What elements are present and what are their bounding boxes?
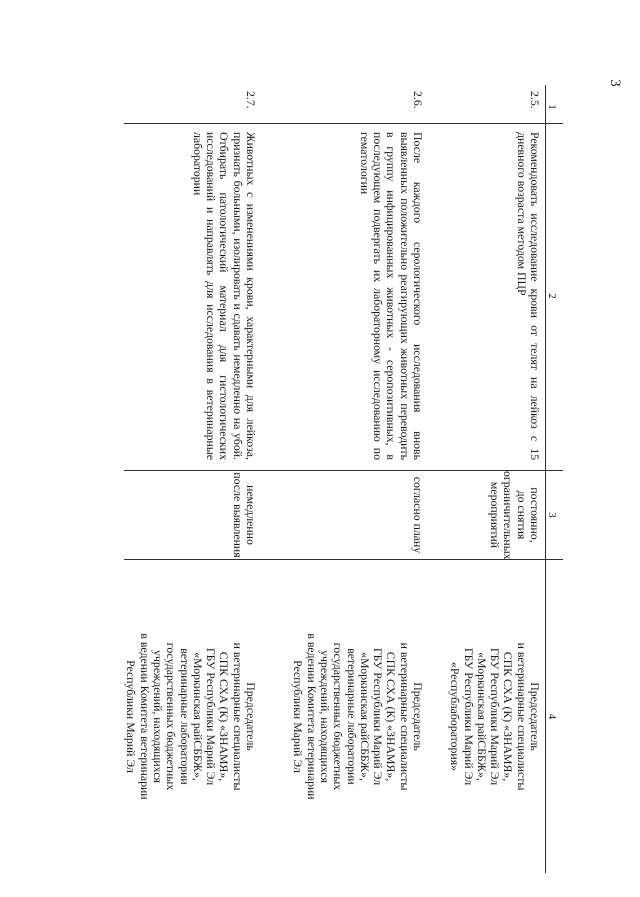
row-number: 2.5. <box>528 91 542 109</box>
executor-line: в ведении Комитета ветеринарии <box>137 633 152 800</box>
executor-line: «Моркинская райСББЖ», <box>190 652 205 781</box>
executor-line: и ветеринарные специалисты <box>230 642 245 791</box>
row-term <box>124 471 261 560</box>
executor-line: в ведении Комитета ветеринарии <box>304 633 319 800</box>
row-executors <box>261 560 428 874</box>
executor-line: «Моркинская райСББЖ», <box>474 652 489 781</box>
row-term <box>428 471 546 560</box>
term-line: ограничительных <box>501 471 516 560</box>
term-line: согласно плану <box>411 476 425 554</box>
term-line: мероприятий <box>488 481 503 549</box>
column-header-4: 4 <box>546 560 564 874</box>
row-term <box>261 471 428 560</box>
table-header-row <box>546 85 564 873</box>
executor-line: ветеринарные лаборатории <box>177 648 192 785</box>
executor-line: СПК СХА (К) «ЗНАМЯ», <box>217 651 232 782</box>
row-action <box>124 124 261 471</box>
executor-line: государственных бюджетных <box>331 642 346 791</box>
executor-line: учреждений, находящихся <box>150 650 165 783</box>
executor-line: государственных бюджетных <box>164 642 179 791</box>
executor-line: и ветеринарные специалисты <box>397 642 412 791</box>
term-line: после выявления <box>230 472 245 558</box>
row-number: 2.7. <box>244 91 258 109</box>
executor-line: и ветеринарные специалисты <box>514 642 529 791</box>
page-number: 3 <box>607 79 623 87</box>
term-line: постоянно, <box>528 487 542 543</box>
table-row <box>261 85 428 873</box>
column-header-1: 1 <box>546 85 564 124</box>
row-action <box>428 124 546 471</box>
term-line: до снятия <box>514 490 529 540</box>
action-text: Животных с изменениями крови, характерными для лейкоза, признать больными, изолировать и сдавать немедленно на убой. Отбирать патологический материал для гистологических исследований и направлять для исследования в ветеринарные лаборатории <box>190 132 258 460</box>
executor-line: ГБУ Республики Марий Эл <box>461 647 476 786</box>
executor-line: «Моркинская райСББЖ», <box>357 652 372 781</box>
executor-line: Республики Марий Эл <box>291 660 306 773</box>
executor-line: ГБУ Республики Марий Эл <box>488 647 503 786</box>
row-number: 2.6. <box>411 91 425 109</box>
table-row <box>428 85 546 873</box>
row-action <box>261 124 428 471</box>
row-executors <box>124 560 261 874</box>
executor-line: ветеринарные лаборатории <box>344 648 359 785</box>
row-executors <box>428 560 546 874</box>
executor-line: СПК СХА (К) «ЗНАМЯ», <box>384 651 399 782</box>
column-header-2: 2 <box>546 124 564 471</box>
executor-line: Республики Марий Эл <box>124 660 139 773</box>
executor-line: ГБУ Республики Марий Эл <box>371 647 386 786</box>
column-header-3: 3 <box>546 471 564 560</box>
action-text: После каждого серологического исследования вновь выявленных положительно реагирующих животных переводить в группу инфицированных животных - серопозитивных, в последующем подвергать их лабораторному исследованию по гематологии <box>357 132 425 460</box>
executor-line: учреждений, находящихся <box>317 650 332 783</box>
executor-line: ГБУ Республики Марий Эл <box>204 647 219 786</box>
executor-line: «Республаборатория» <box>448 661 463 772</box>
action-text: Рекомендовать исследование крови от телят на лейкоз с 15 дневного возраста методом ПЦР <box>514 132 542 460</box>
measures-table <box>124 85 563 873</box>
executor-line: СПК СХА (К) «ЗНАМЯ», <box>501 651 516 782</box>
executor-line: Председатель <box>411 682 425 751</box>
executor-line: Председатель <box>244 682 258 751</box>
table-row <box>124 85 261 873</box>
executor-line: Председатель <box>528 682 542 751</box>
term-line: немедленно <box>244 485 258 545</box>
